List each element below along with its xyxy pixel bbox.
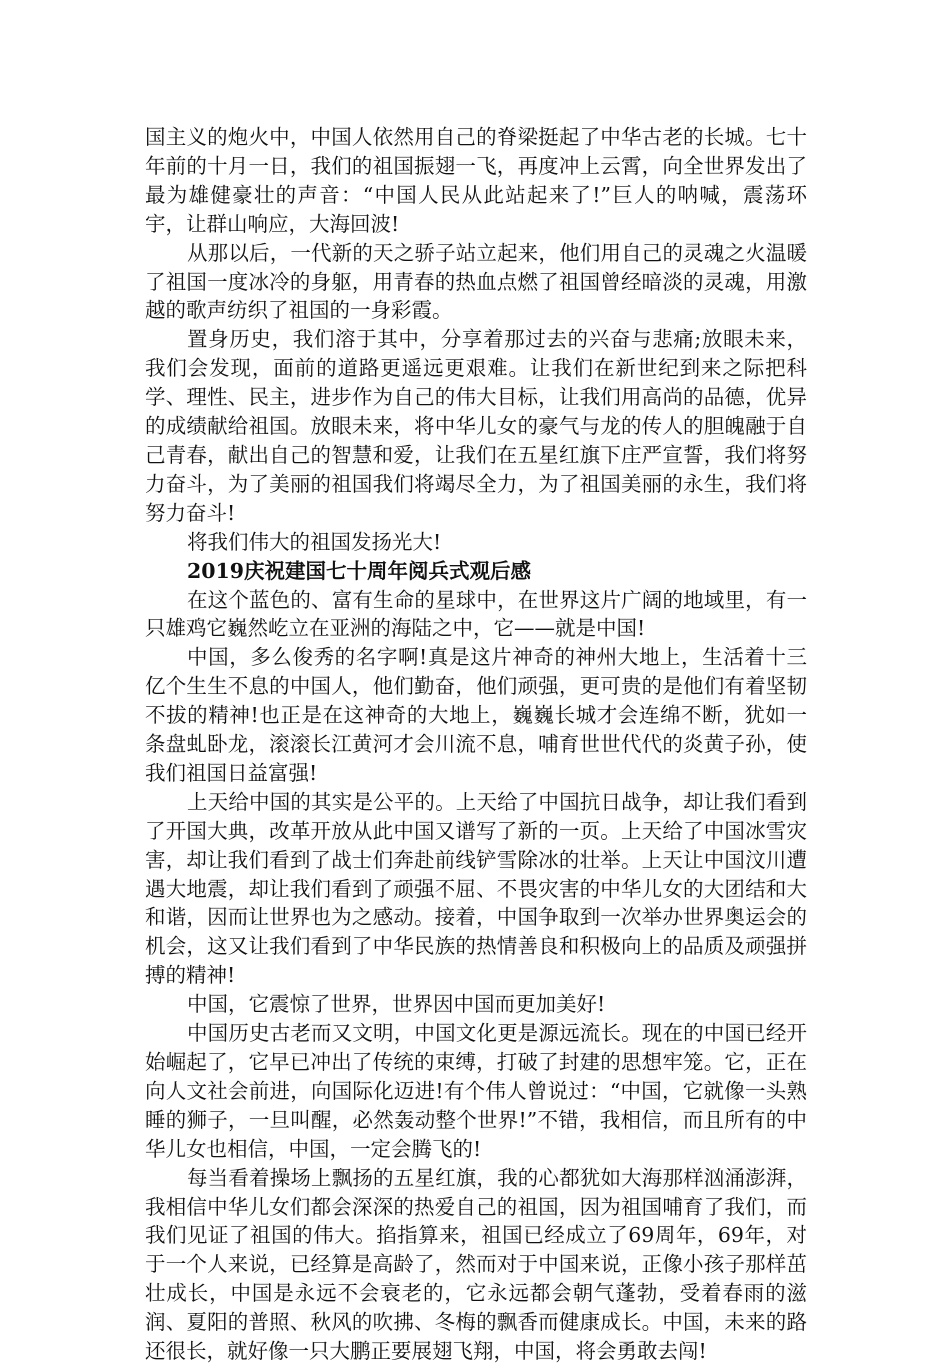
- paragraph: 每当看着操场上飘扬的五星红旗，我的心都犹如大海那样汹涌澎湃，我相信中华儿女们都会深深的热爱自己的祖国，因为祖国哺育了我们，而我们见证了祖国的伟大。掐指算来，祖国已经成立了69周年，69年，对于一个人来说，已经算是高龄了，然而对于中国来说，正像小孩子那样茁壮成长，中国是永远不会衰老的，它永远都会朝气蓬勃，受着春雨的滋润、夏阳的普照、秋风的吹拂、冬梅的飘香而健康成长。中国，未来的路还很长，就好像一只大鹏正要展翅飞翔，中国，将会勇敢去闯!: [145, 1165, 807, 1364]
- paragraph: 将我们伟大的祖国发扬光大!: [187, 529, 442, 554]
- paragraph: 中国历史古老而又文明，中国文化更是源远流长。现在的中国已经开始崛起了，它早已冲出了传统的束缚，打破了封建的思想牢笼。它，正在向人文社会前进，向国际化迈进!有个伟人曾说过：“中国，它就像一头熟睡的狮子，一旦叫醒，必然轰动整个世界!”不错，我相信，而且所有的中华儿女也相信，中国，一定会腾飞的!: [145, 1021, 807, 1161]
- section-title: 2019庆祝建国七十周年阅兵式观后感: [187, 558, 532, 583]
- document-body: [145, 123, 807, 1366]
- paragraph: 在这个蓝色的、富有生命的星球中，在世界这片广阔的地域里，有一只雄鸡它巍然屹立在亚洲的海陆之中，它——就是中国!: [145, 587, 807, 641]
- paragraph: 上天给中国的其实是公平的。上天给了中国抗日战争，却让我们看到了开国大典，改革开放从此中国又谱写了新的一页。上天给了中国冰雪灾害，却让我们看到了战士们奔赴前线铲雪除冰的壮举。上天让中国汶川遭遇大地震，却让我们看到了顽强不屈、不畏灾害的中华儿女的大团结和大和谐，因而让世界也为之感动。接着，中国争取到一次举办世界奥运会的机会，这又让我们看到了中华民族的热情善良和积极向上的品质及顽强拼搏的精神!: [145, 789, 807, 988]
- paragraph: 从那以后，一代新的天之骄子站立起来，他们用自己的灵魂之火温暖了祖国一度冰冷的身躯，用青春的热血点燃了祖国曾经暗淡的灵魂，用激越的歌声纺织了祖国的一身彩霞。: [145, 240, 807, 323]
- paragraph: 中国，它震惊了世界，世界因中国而更加美好!: [187, 992, 606, 1017]
- paragraph-continuation: 国主义的炮火中，中国人依然用自己的脊梁挺起了中华古老的长城。七十年前的十月一日，我们的祖国振翅一飞，再度冲上云霄，向全世界发出了最为雄健豪壮的声音：“中国人民从此站起来了!”巨人的呐喊，震荡环宇，让群山响应，大海回波!: [145, 125, 807, 236]
- paragraph: 置身历史，我们溶于其中，分享着那过去的兴奋与悲痛;放眼未来，我们会发现，面前的道路更遥远更艰难。让我们在新世纪到来之际把科学、理性、民主，进步作为自己的伟大目标，让我们用高尚的品德，优异的成绩献给祖国。放眼未来，将中华儿女的豪气与龙的传人的胆魄融于自己青春，献出自己的智慧和爱，让我们在五星红旗下庄严宣誓，我们将努力奋斗，为了美丽的祖国我们将竭尽全力，为了祖国美丽的永生，我们将努力奋斗!: [145, 327, 807, 525]
- paragraph: 中国，多么俊秀的名字啊!真是这片神奇的神州大地上，生活着十三亿个生生不息的中国人，他们勤奋，他们顽强，更可贵的是他们有着坚韧不拔的精神!也正是在这神奇的大地上，巍巍长城才会连绵不断，犹如一条盘虬卧龙，滚滚长江黄河才会川流不息，哺育世世代代的炎黄子孙，使我们祖国日益富强!: [145, 645, 807, 785]
